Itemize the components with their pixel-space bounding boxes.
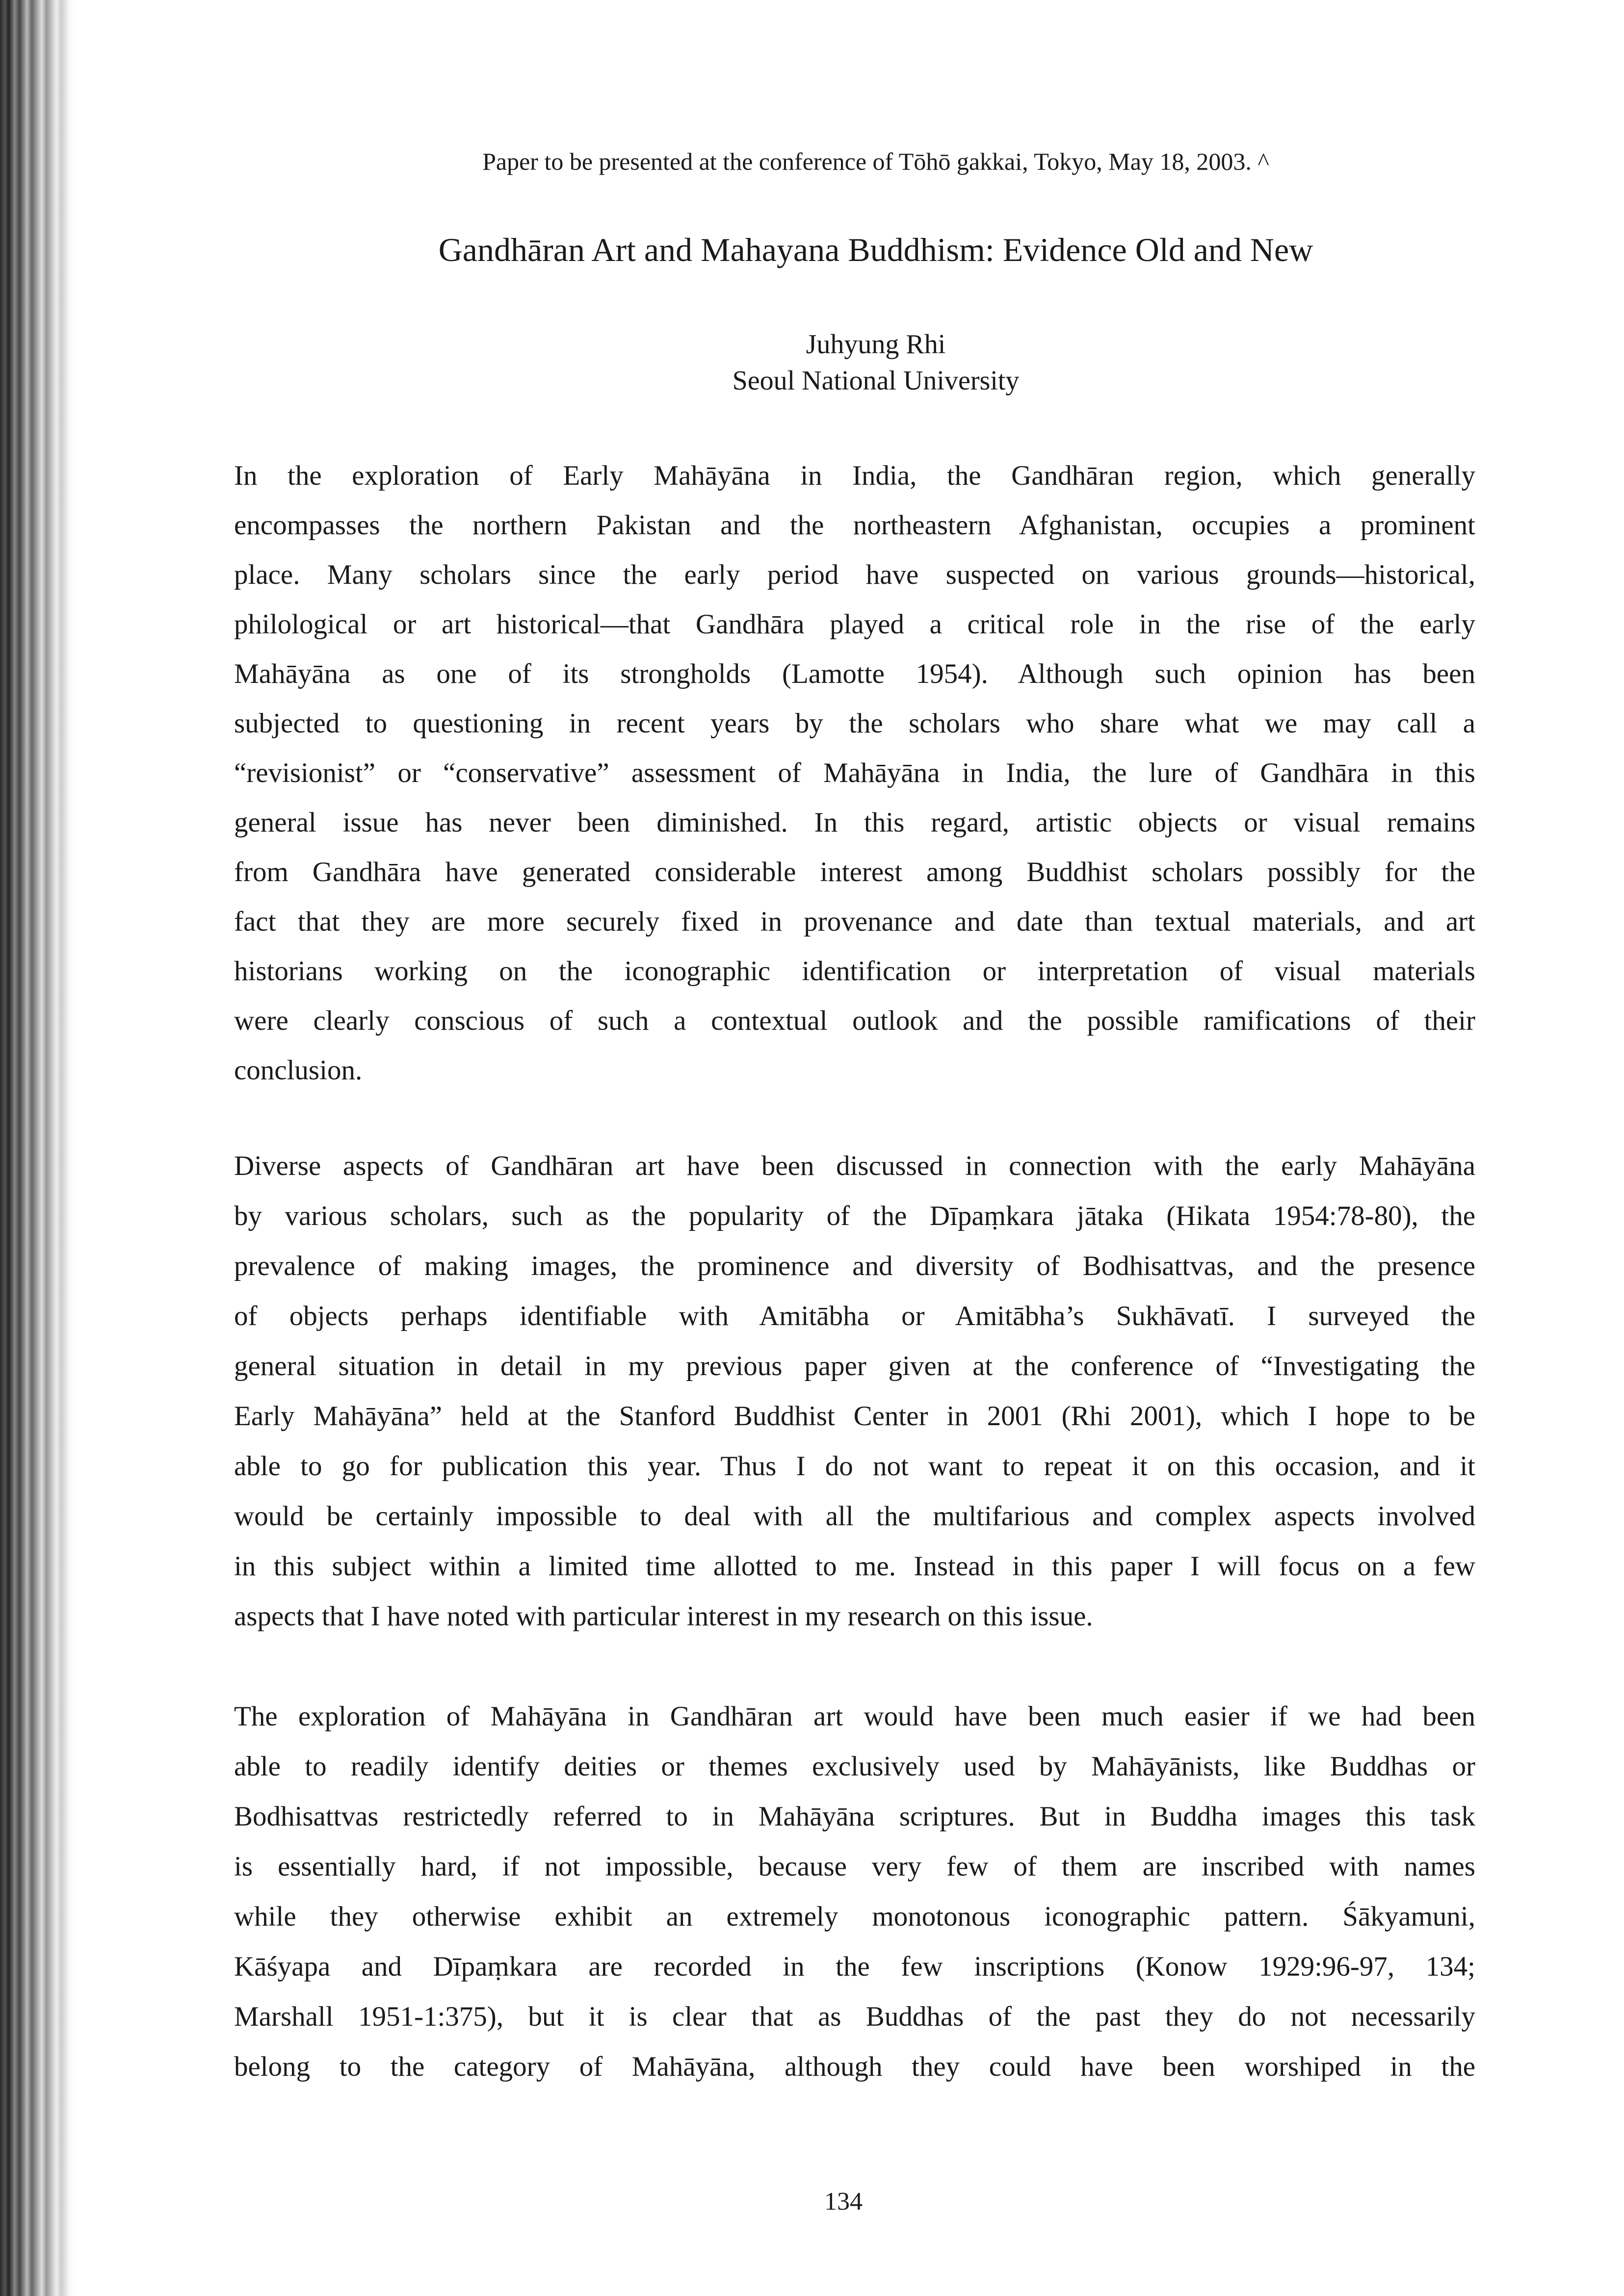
paragraph-3 [234, 1692, 1475, 2092]
text-line: were clearly conscious of such a contextual outlook and the possible ramifications of their [234, 1005, 1475, 1036]
text-line: Diverse aspects of Gandhāran art have been discussed in connection with the early Mahāyāna [234, 1150, 1475, 1181]
text-line: by various scholars, such as the popularity of the Dīpaṃkara jātaka (Hikata 1954:78-80), the [234, 1200, 1475, 1231]
text-line: would be certainly impossible to deal with all the multifarious and complex aspects involved [234, 1501, 1475, 1532]
text-line: Marshall 1951-1:375), but it is clear that as Buddhas of the past they do not necessarily [234, 2001, 1475, 2032]
text-line: belong to the category of Mahāyāna, although they could have been worshiped in the [234, 2051, 1475, 2082]
page-number: 134 [824, 2188, 863, 2216]
text-line: general issue has never been diminished. In this regard, artistic objects or visual remains [234, 807, 1475, 838]
text-line: aspects that I have noted with particular interest in my research on this issue. [234, 1601, 1093, 1632]
text-line: “revisionist” or “conservative” assessment of Mahāyāna in India, the lure of Gandhāra in this [234, 757, 1475, 788]
author-name: Juhyung Rhi [806, 329, 946, 360]
author-affiliation: Seoul National University [732, 365, 1020, 396]
text-line: The exploration of Mahāyāna in Gandhāran art would have been much easier if we had been [234, 1701, 1475, 1732]
text-line: is essentially hard, if not impossible, because very few of them are inscribed with names [234, 1851, 1475, 1882]
text-line: in this subject within a limited time allotted to me. Instead in this paper I will focus on a few [234, 1551, 1475, 1582]
text-line: subjected to questioning in recent years by the scholars who share what we may call a [234, 708, 1475, 739]
text-line: Kāśyapa and Dīpaṃkara are recorded in the few inscriptions (Konow 1929:96-97, 134; [234, 1951, 1475, 1982]
paragraph-1 [234, 451, 1475, 1095]
text-line: from Gandhāra have generated considerable interest among Buddhist scholars possibly for the [234, 857, 1475, 887]
text-line: Mahāyāna as one of its strongholds (Lamotte 1954). Although such opinion has been [234, 658, 1475, 689]
text-line: place. Many scholars since the early period have suspected on various grounds—historical, [234, 559, 1475, 590]
text-line: able to readily identify deities or themes exclusively used by Mahāyānists, like Buddhas or [234, 1751, 1475, 1782]
paragraph-2 [234, 1141, 1475, 1642]
text-line: philological or art historical—that Gandhāra played a critical role in the rise of the early [234, 609, 1475, 640]
text-line: fact that they are more securely fixed in provenance and date than textual materials, and art [234, 906, 1475, 937]
text-line: prevalence of making images, the prominence and diversity of Bodhisattvas, and the presence [234, 1251, 1475, 1281]
conference-note: Paper to be presented at the conference of Tōhō gakkai, Tokyo, May 18, 2003. ^ [482, 148, 1269, 175]
text-line: while they otherwise exhibit an extremely monotonous iconographic pattern. Śākyamuni, [234, 1901, 1475, 1932]
text-line: encompasses the northern Pakistan and the northeastern Afghanistan, occupies a prominent [234, 510, 1475, 541]
text-line: historians working on the iconographic identification or interpretation of visual materials [234, 956, 1475, 987]
text-line: Early Mahāyāna” held at the Stanford Buddhist Center in 2001 (Rhi 2001), which I hope to be [234, 1401, 1475, 1432]
text-line: In the exploration of Early Mahāyāna in India, the Gandhāran region, which generally [234, 460, 1475, 491]
text-line: conclusion. [234, 1055, 363, 1086]
text-line: able to go for publication this year. Thus I do not want to repeat it on this occasion, and it [234, 1451, 1475, 1482]
text-line: general situation in detail in my previous paper given at the conference of “Investigating the [234, 1351, 1475, 1382]
text-line: of objects perhaps identifiable with Amitābha or Amitābha’s Sukhāvatī. I surveyed the [234, 1301, 1475, 1331]
text-line: Bodhisattvas restrictedly referred to in Mahāyāna scriptures. But in Buddha images this task [234, 1801, 1475, 1832]
paper-title: Gandhāran Art and Mahayana Buddhism: Evidence Old and New [438, 231, 1313, 268]
